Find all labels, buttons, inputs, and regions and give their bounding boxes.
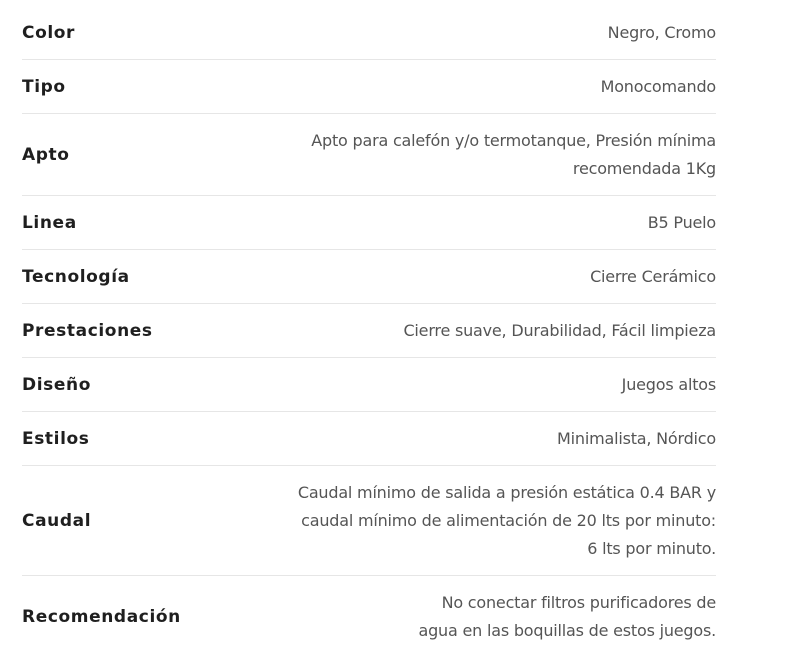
spec-label: Diseño [22,374,91,395]
spec-label: Caudal [22,510,92,531]
spec-value [590,263,716,291]
spec-value-line: B5 Puelo [647,212,716,232]
spec-value-line: Minimalista, Nórdico [557,428,716,448]
spec-label: Recomendación [22,607,181,627]
spec-value-line: No conectar filtros purificadores de [441,593,716,612]
spec-value-line: Cierre suave, Durabilidad, Fácil limpieza [403,320,716,340]
spec-value-line: 6 lts por minuto. [587,538,716,558]
spec-value-line: Caudal mínimo de salida a presión estática 0.4 BAR y [297,482,716,502]
spec-label: Apto [22,144,70,165]
spec-value [648,209,716,237]
spec-row-caudal [22,466,716,576]
spec-value [601,73,716,101]
spec-label: Tecnología [22,266,130,287]
spec-row-tecnologia [22,250,716,304]
spec-label: Estilos [22,428,90,449]
spec-value [298,479,716,563]
spec-row-apto [22,114,716,196]
spec-row-prestaciones [22,304,716,358]
spec-value [557,425,716,453]
spec-value [311,127,716,183]
spec-label: Color [22,22,76,43]
spec-value-line: Cierre Cerámico [590,266,716,286]
spec-label: Tipo [22,76,66,97]
spec-value-line: Apto para calefón y/o termotanque, Presión mínima [311,130,716,150]
specifications-table [22,6,716,658]
spec-row-linea [22,196,716,250]
spec-value-line: Negro, Cromo [607,22,716,42]
spec-label: Prestaciones [22,320,153,341]
spec-row-diseno [22,358,716,412]
spec-value-line: recomendada 1Kg [572,158,716,178]
spec-row-recomendacion [22,576,716,658]
spec-row-tipo [22,60,716,114]
spec-label: Linea [22,212,77,233]
spec-value-line: agua en las boquillas de estos juegos. [418,621,716,640]
spec-value [419,589,717,645]
spec-value [608,19,716,47]
spec-value-line: Juegos altos [621,374,716,394]
spec-row-estilos [22,412,716,466]
spec-value-line: caudal mínimo de alimentación de 20 lts por minuto: [301,510,716,530]
spec-row-color [22,6,716,60]
spec-value [622,371,716,399]
spec-value [403,317,716,345]
spec-value-line: Monocomando [600,76,716,96]
